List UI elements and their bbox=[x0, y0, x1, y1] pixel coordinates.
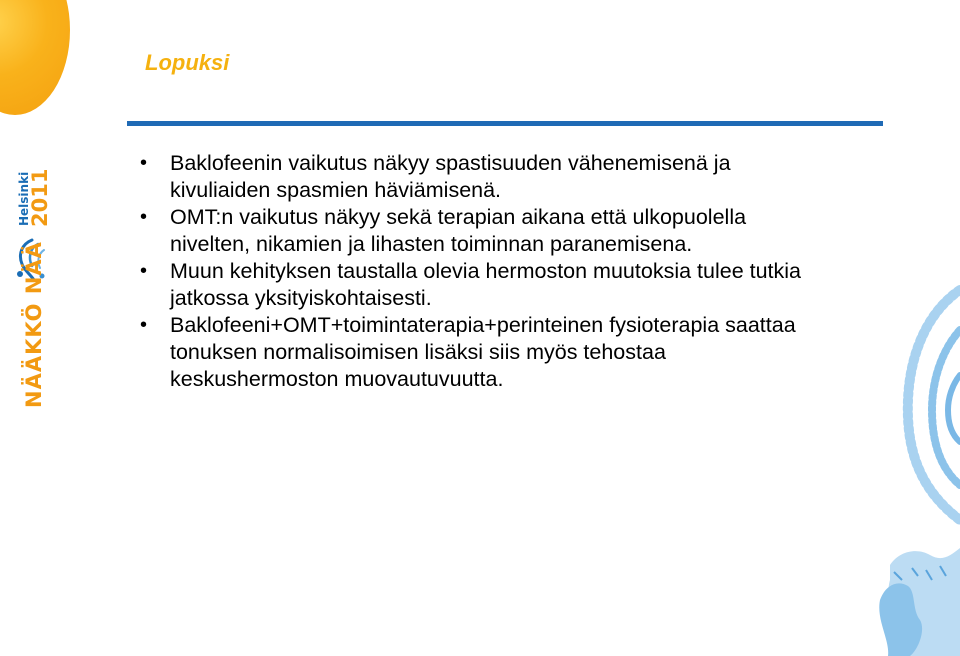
bullet-item bbox=[138, 258, 818, 312]
bullet-text: OMT:n vaikutus näkyy sekä terapian aikana että ulkopuolella nivelten, nikamien ja lihasten toiminnan paranemisena. bbox=[170, 205, 747, 256]
brand-name: NÄÄKKÖ NÄÄ bbox=[22, 241, 46, 408]
bullet-text: Muun kehityksen taustalla olevia hermoston muutoksia tulee tutkia jatkossa yksityiskohtaisesti. bbox=[170, 259, 802, 310]
brand-year: 2011 bbox=[28, 168, 52, 227]
bullet-item bbox=[138, 150, 818, 204]
decorative-wave-icon bbox=[860, 280, 960, 656]
bullet-item bbox=[138, 312, 818, 393]
bullet-marker: • bbox=[140, 314, 148, 336]
bullet-marker: • bbox=[140, 206, 148, 228]
title-divider bbox=[127, 121, 883, 126]
brand-city: Helsinki bbox=[17, 171, 31, 226]
slide-title: Lopuksi bbox=[145, 50, 230, 75]
bullet-marker: • bbox=[140, 260, 148, 282]
bullet-text: Baklofeenin vaikutus näkyy spastisuuden vähenemisenä ja kivuliaiden spasmien häviämisenä. bbox=[170, 151, 731, 202]
bullet-list bbox=[138, 150, 818, 393]
bullet-item bbox=[138, 204, 818, 258]
sun-decoration bbox=[0, 0, 70, 115]
bullet-text: Baklofeeni+OMT+toimintaterapia+perinteinen fysioterapia saattaa tonuksen normalisoimisen lisäksi siis myös tehostaa keskushermoston muovautuvuutta. bbox=[170, 313, 796, 391]
bullet-marker: • bbox=[140, 152, 148, 174]
